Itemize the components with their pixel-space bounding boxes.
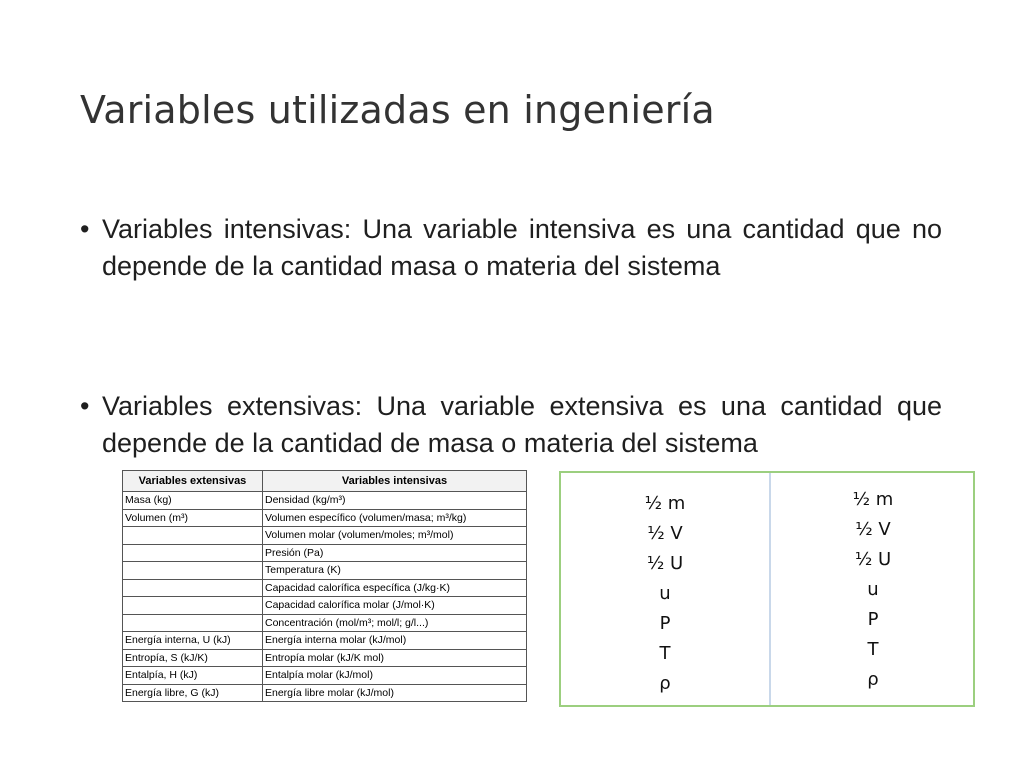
cell-intensive: Volumen molar (volumen/moles; m³/mol) xyxy=(263,527,527,545)
cell-extensive xyxy=(123,579,263,597)
bullet-dot-icon: • xyxy=(80,391,90,421)
cell-intensive: Capacidad calorífica específica (J/kg·K) xyxy=(263,579,527,597)
cell-intensive: Temperatura (K) xyxy=(263,562,527,580)
symbols-box xyxy=(559,471,975,707)
symbol-item: u xyxy=(659,583,671,604)
cell-intensive: Concentración (mol/m³; mol/l; g/l...) xyxy=(263,614,527,632)
cell-intensive: Densidad (kg/m³) xyxy=(263,492,527,510)
symbol-item: ½ U xyxy=(646,553,684,574)
cell-intensive: Entropía molar (kJ/K mol) xyxy=(263,649,527,667)
bullet-text: Variables intensivas: Una variable intensiva es una cantidad que no depende de la cantidad masa o materia del sistema xyxy=(102,214,942,281)
cell-extensive: Energía libre, G (kJ) xyxy=(123,684,263,702)
table-row xyxy=(123,527,527,545)
symbol-item: T xyxy=(659,643,671,664)
bullet-dot-icon: • xyxy=(80,214,90,244)
table-row xyxy=(123,614,527,632)
table-header-row xyxy=(123,471,527,492)
column-divider xyxy=(769,473,771,705)
slide-title: Variables utilizadas en ingeniería xyxy=(80,88,715,132)
cell-intensive: Volumen específico (volumen/masa; m³/kg) xyxy=(263,509,527,527)
symbol-item: ρ xyxy=(659,673,671,694)
bullet-text: Variables extensivas: Una variable extensiva es una cantidad que depende de la cantidad de masa o materia del sistema xyxy=(102,391,942,458)
cell-intensive: Presión (Pa) xyxy=(263,544,527,562)
cell-extensive xyxy=(123,544,263,562)
cell-extensive: Volumen (m³) xyxy=(123,509,263,527)
symbol-item: ½ U xyxy=(854,549,892,570)
table-row xyxy=(123,579,527,597)
cell-intensive: Energía libre molar (kJ/mol) xyxy=(263,684,527,702)
table-row xyxy=(123,492,527,510)
symbol-item: ½ V xyxy=(647,523,683,544)
symbol-item: ½ V xyxy=(855,519,891,540)
cell-extensive xyxy=(123,614,263,632)
table-row xyxy=(123,562,527,580)
cell-extensive: Masa (kg) xyxy=(123,492,263,510)
variables-table xyxy=(122,470,527,702)
bullet-extensive xyxy=(80,388,942,462)
header-extensive: Variables extensivas xyxy=(123,471,263,492)
table-row xyxy=(123,544,527,562)
table-body xyxy=(123,492,527,702)
cell-intensive: Entalpía molar (kJ/mol) xyxy=(263,667,527,685)
symbol-item: P xyxy=(659,613,671,634)
cell-extensive xyxy=(123,597,263,615)
symbol-item: ½ m xyxy=(644,493,686,514)
header-intensive: Variables intensivas xyxy=(263,471,527,492)
cell-intensive: Energía interna molar (kJ/mol) xyxy=(263,632,527,650)
table-row xyxy=(123,632,527,650)
cell-extensive xyxy=(123,562,263,580)
table-row xyxy=(123,649,527,667)
symbol-item: P xyxy=(867,609,879,630)
cell-extensive: Energía interna, U (kJ) xyxy=(123,632,263,650)
symbol-item: T xyxy=(867,639,879,660)
table-row xyxy=(123,597,527,615)
symbols-left-column xyxy=(585,489,745,699)
variables-table-image xyxy=(116,466,536,716)
symbol-item: ρ xyxy=(867,669,879,690)
symbol-item: u xyxy=(867,579,879,600)
table-row xyxy=(123,684,527,702)
cell-extensive: Entropía, S (kJ/K) xyxy=(123,649,263,667)
table-row xyxy=(123,509,527,527)
cell-extensive: Entalpía, H (kJ) xyxy=(123,667,263,685)
cell-intensive: Capacidad calorífica molar (J/mol·K) xyxy=(263,597,527,615)
cell-extensive xyxy=(123,527,263,545)
symbol-item: ½ m xyxy=(852,489,894,510)
table-row xyxy=(123,667,527,685)
symbols-right-column xyxy=(793,485,953,695)
bullet-intensive xyxy=(80,211,942,285)
